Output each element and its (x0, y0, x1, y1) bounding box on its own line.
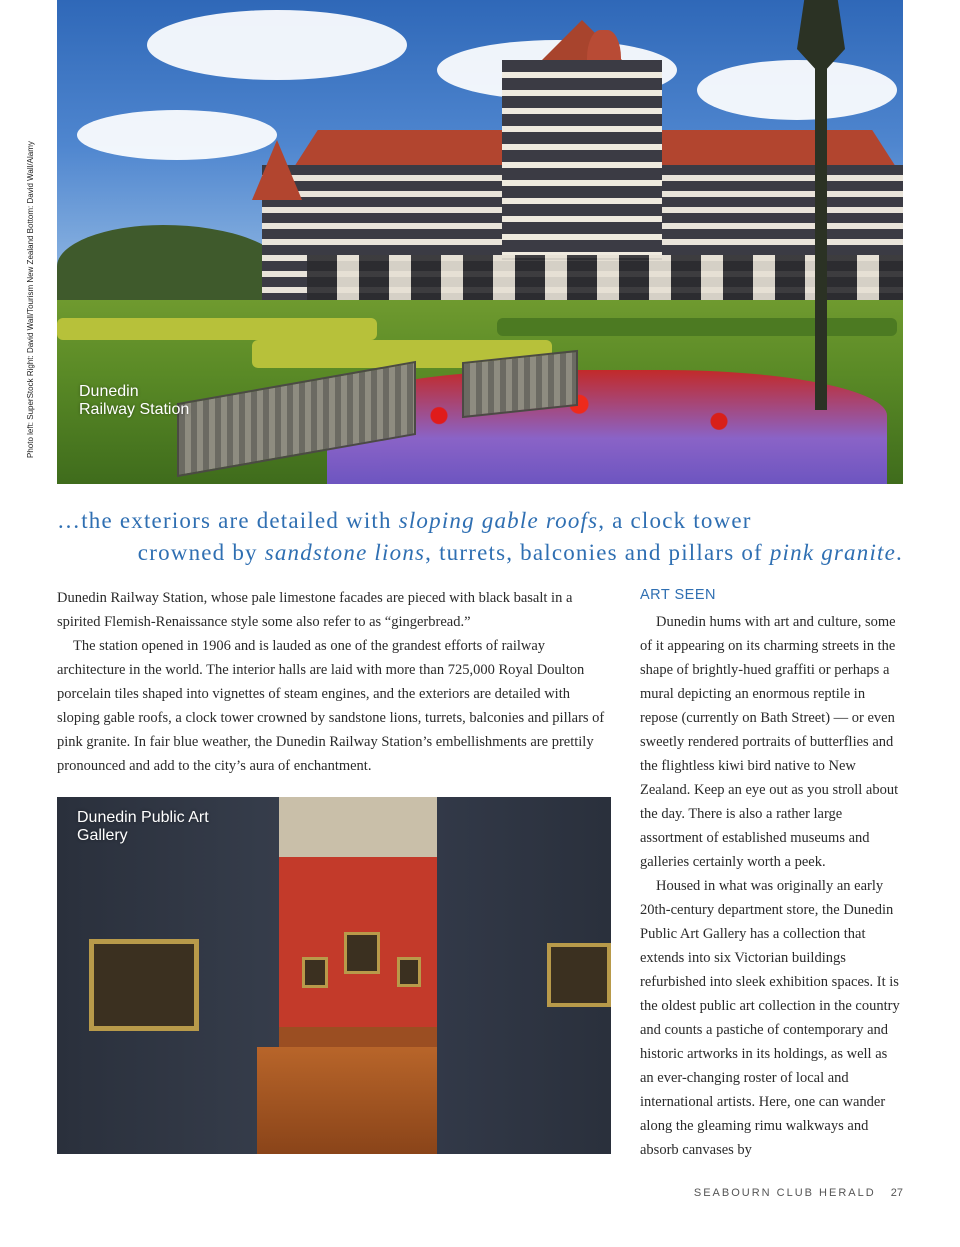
page-number: 27 (890, 1187, 903, 1199)
article-paragraph: Dunedin Railway Station, whose pale limestone facades are pieced with black basalt in a spirited Flemish-Renaissance style some also refer to as “gingerbread.” (57, 590, 573, 630)
quote-text: . (896, 540, 903, 565)
art-gallery-photo (57, 797, 611, 1154)
quote-text: …the exteriors are detailed with (57, 508, 399, 533)
painting-frame (302, 957, 328, 988)
quote-text: , turrets, balconies and pillars of (425, 540, 770, 565)
railway-photo-caption: Dunedin Railway Station (79, 383, 190, 418)
pull-quote (57, 505, 903, 569)
clock-tower (502, 60, 662, 260)
cloud (147, 10, 407, 80)
quote-line-1 (57, 508, 752, 533)
quote-text: , a clock tower (598, 508, 752, 533)
painting-frame (344, 932, 380, 974)
page-footer (694, 1187, 903, 1199)
cloud (697, 60, 897, 120)
quote-line-2 (57, 537, 903, 569)
gallery-photo-caption: Dunedin Public Art Gallery (77, 809, 209, 844)
publication-name: SEABOURN CLUB HERALD (693, 1187, 876, 1199)
left-article-column (57, 586, 605, 778)
article-paragraph: Housed in what was originally an early 20th-century department store, the Dunedin Public Art Gallery has a collection that extends into six Victorian buildings refurbished into sleek exhibition spaces. It is the oldest public art collection in the country and counts a pastiche of contemporary and historic artworks in its holdings, as well as an ever-changing roster of local and international artists. Here, one can wander along the gleaming rimu walkways and absorb canvases by (640, 878, 900, 1158)
quote-emphasis: pink granite (769, 540, 897, 565)
railway-station-photo (57, 0, 903, 484)
section-heading: ART SEEN (640, 587, 716, 603)
hedge (497, 318, 897, 336)
hedge (57, 318, 377, 340)
painting-frame (89, 939, 199, 1031)
quote-text: crowned by (137, 540, 265, 565)
quote-emphasis: sloping gable roofs (398, 508, 599, 533)
lamp-post (815, 20, 827, 410)
article-paragraph: Dunedin hums with art and culture, some of it appearing on its charming streets in the shape of brightly-hued graffiti or perhaps a mural depicting an enormous reptile in repose (currently on Bath Street) — or even sweetly rendered portraits of butterflies and the flightless kiwi bird native to New Zealand. Keep an eye out as you stroll about the day. There is also a rather large assortment of established museums and galleries certainly worth a peek. (640, 614, 899, 870)
painting-frame (397, 957, 421, 987)
gallery-wooden-floor (257, 1047, 457, 1154)
photo-credit: Photo left: SuperStock Right: David Wall/Tourism New Zealand Bottom: David Wall/Alamy (26, 141, 35, 458)
article-paragraph: The station opened in 1906 and is lauded as one of the grandest efforts of railway architecture in the world. The interior halls are laid with more than 725,000 Royal Doulton porcelain tiles shaped into vignettes of steam engines, and the exteriors are detailed with sloping gable roofs, a clock tower crowned by sandstone lions, turrets, balconies and pillars of pink granite. In fair blue weather, the Dunedin Railway Station’s embellishments are prettily pronounced and add to the city’s aura of enchantment. (57, 638, 605, 774)
right-article-column (640, 610, 904, 1162)
quote-emphasis: sandstone lions (264, 540, 426, 565)
painting-frame (547, 943, 611, 1007)
cloud (77, 110, 277, 160)
